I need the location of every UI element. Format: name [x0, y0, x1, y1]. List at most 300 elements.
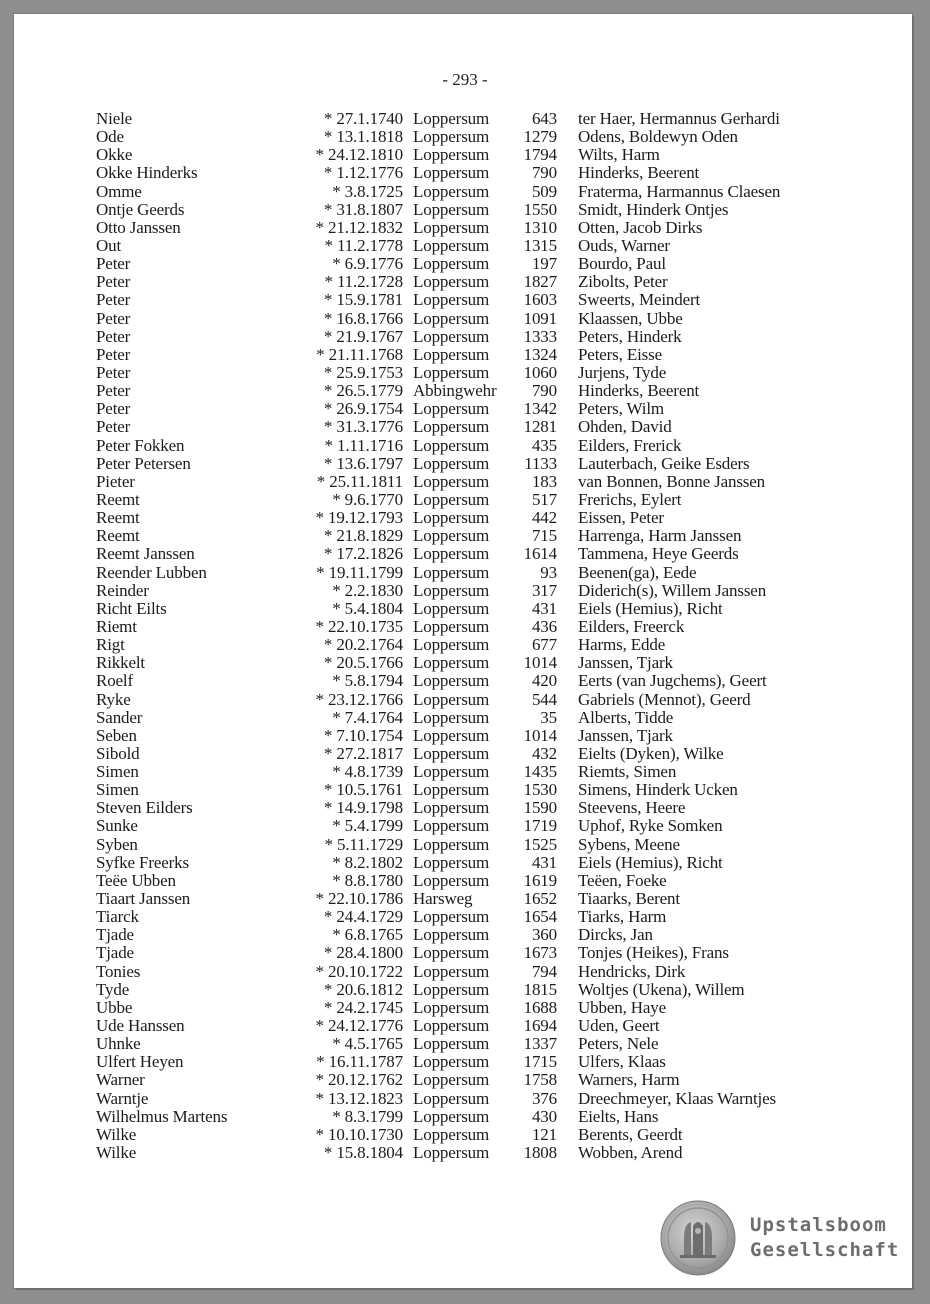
register-row	[0, 1035, 930, 1053]
birth-date: * 11.2.1728	[324, 272, 403, 292]
family-reference: Peters, Hinderk	[578, 326, 682, 346]
birth-date: * 13.6.1797	[323, 453, 403, 473]
birth-date: * 13.1.1818	[323, 127, 403, 147]
birth-place: Loppersum	[413, 362, 490, 382]
entry-number: 420	[531, 671, 557, 691]
family-reference: Hinderks, Beerent	[578, 163, 700, 183]
register-row	[0, 1017, 930, 1035]
person-name: Niele	[96, 109, 133, 128]
birth-place: Loppersum	[413, 544, 490, 564]
family-reference: Uphof, Ryke Somken	[578, 816, 723, 836]
entry-number: 1654	[523, 907, 557, 927]
register-row	[0, 400, 930, 418]
register-row	[0, 183, 930, 201]
birth-place: Loppersum	[413, 997, 490, 1017]
person-name: Peter	[96, 326, 131, 346]
birth-date: * 20.12.1762	[315, 1070, 403, 1090]
person-name: Tjade	[96, 943, 134, 963]
family-reference: Gabriels (Mennot), Geerd	[578, 689, 751, 709]
birth-place: Loppersum	[413, 435, 490, 455]
register-row	[0, 291, 930, 309]
person-name: Steven Eilders	[96, 798, 193, 818]
entry-number: 1324	[523, 344, 557, 364]
birth-place: Loppersum	[413, 471, 490, 491]
register-row	[0, 346, 930, 364]
birth-date: * 9.6.1770	[332, 489, 403, 509]
family-reference: ter Haer, Hermannus Gerhardi	[578, 109, 780, 128]
entry-number: 1133	[524, 453, 557, 473]
family-reference: Frerichs, Eylert	[578, 489, 682, 509]
birth-date: * 24.12.1810	[315, 145, 403, 165]
birth-place: Loppersum	[413, 671, 490, 691]
birth-date: * 24.4.1729	[323, 907, 403, 927]
birth-place: Loppersum	[413, 1034, 490, 1054]
birth-place: Loppersum	[413, 925, 490, 945]
birth-place: Loppersum	[413, 798, 490, 818]
birth-place: Loppersum	[413, 1052, 490, 1072]
register-row	[0, 836, 930, 854]
family-reference: Sybens, Meene	[578, 834, 680, 854]
person-name: Teёe Ubben	[96, 870, 176, 890]
register-row	[0, 1144, 930, 1162]
person-name: Peter	[96, 308, 131, 328]
birth-date: * 15.9.1781	[323, 290, 403, 310]
entry-number: 435	[531, 435, 557, 455]
entry-number: 1715	[523, 1052, 557, 1072]
register-row	[0, 745, 930, 763]
family-reference: Alberts, Tidde	[578, 707, 674, 727]
birth-place: Loppersum	[413, 326, 490, 346]
birth-place: Loppersum	[413, 689, 490, 709]
logo-line-1: Upstalsboom	[750, 1214, 887, 1236]
family-reference: Eerts (van Jugchems), Geert	[578, 671, 767, 691]
person-name: Reinder	[96, 580, 149, 600]
family-reference: Sweerts, Meindert	[578, 290, 701, 310]
birth-date: * 5.8.1794	[332, 671, 403, 691]
person-name: Okke Hinderks	[96, 163, 198, 183]
birth-place: Loppersum	[413, 834, 490, 854]
birth-date: * 5.4.1799	[332, 816, 403, 836]
register-row	[0, 817, 930, 835]
family-reference: Uden, Geert	[578, 1016, 660, 1036]
family-reference: Eielts, Hans	[578, 1106, 659, 1126]
birth-place: Loppersum	[413, 344, 490, 364]
entry-number: 1688	[523, 997, 557, 1017]
family-reference: Eielts (Dyken), Wilke	[578, 743, 724, 763]
birth-date: * 8.8.1780	[332, 870, 403, 890]
entry-number: 790	[531, 163, 557, 183]
register-row	[0, 1071, 930, 1089]
register-row	[0, 418, 930, 436]
entry-number: 1614	[523, 544, 557, 564]
person-name: Syfke Freerks	[96, 852, 189, 872]
family-reference: Riemts, Simen	[578, 762, 677, 782]
family-reference: Hinderks, Beerent	[578, 381, 700, 401]
register-row	[0, 364, 930, 382]
family-reference: Eiels (Hemius), Richt	[578, 852, 723, 872]
family-reference: Tiaarks, Berent	[578, 889, 680, 909]
birth-place: Loppersum	[413, 308, 490, 328]
birth-date: * 21.8.1829	[323, 526, 403, 546]
person-name: Riemt	[96, 616, 137, 636]
birth-date: * 5.4.1804	[332, 598, 403, 618]
birth-date: * 4.8.1739	[332, 762, 403, 782]
register-row	[0, 582, 930, 600]
entry-number: 1652	[523, 889, 557, 909]
entry-number: 1550	[523, 199, 557, 219]
birth-place: Loppersum	[413, 127, 490, 147]
person-name: Warner	[96, 1070, 145, 1090]
person-name: Simen	[96, 762, 139, 782]
birth-date: * 20.2.1764	[323, 635, 403, 655]
person-name: Rikkelt	[96, 653, 146, 673]
birth-date: * 24.2.1745	[323, 997, 403, 1017]
family-reference: Zibolts, Peter	[578, 272, 668, 292]
entry-number: 509	[531, 181, 557, 201]
birth-place: Loppersum	[413, 1070, 490, 1090]
birth-date: * 31.8.1807	[323, 199, 403, 219]
birth-place: Loppersum	[413, 290, 490, 310]
birth-place: Loppersum	[413, 1088, 490, 1108]
entry-number: 1794	[523, 145, 557, 165]
entry-number: 1014	[523, 725, 557, 745]
entry-number: 1342	[523, 399, 557, 419]
register-row	[0, 799, 930, 817]
entry-number: 677	[531, 635, 557, 655]
birth-date: * 21.9.1767	[323, 326, 403, 346]
entry-number: 1310	[523, 217, 557, 237]
family-reference: Lauterbach, Geike Esders	[578, 453, 750, 473]
register-row	[0, 110, 930, 128]
register-row	[0, 473, 930, 491]
birth-date: * 28.4.1800	[323, 943, 403, 963]
birth-place: Loppersum	[413, 562, 490, 582]
family-reference: Peters, Nele	[578, 1034, 659, 1054]
register-row	[0, 1126, 930, 1144]
person-name: Tjade	[96, 925, 134, 945]
register-row	[0, 854, 930, 872]
register-row	[0, 128, 930, 146]
person-name: Peter	[96, 362, 131, 382]
entry-number: 1060	[523, 362, 557, 382]
family-reference: Harms, Edde	[578, 635, 666, 655]
birth-date: * 26.9.1754	[323, 399, 403, 419]
birth-place: Loppersum	[413, 1016, 490, 1036]
upstalsboom-seal-icon	[660, 1200, 736, 1276]
birth-place: Loppersum	[413, 616, 490, 636]
register-row	[0, 201, 930, 219]
entry-number: 35	[540, 707, 557, 727]
birth-place: Loppersum	[413, 907, 490, 927]
family-reference: Harrenga, Harm Janssen	[578, 526, 742, 546]
person-name: Syben	[96, 834, 138, 854]
entry-number: 1279	[523, 127, 557, 147]
person-name: Warntje	[96, 1088, 149, 1108]
birth-place: Loppersum	[413, 1124, 490, 1144]
birth-date: * 7.4.1764	[332, 707, 403, 727]
register-row	[0, 727, 930, 745]
family-reference: Tammena, Heye Geerds	[578, 544, 739, 564]
person-name: Reemt	[96, 526, 140, 546]
birth-date: * 1.12.1776	[323, 163, 403, 183]
family-reference: Wobben, Arend	[578, 1143, 683, 1163]
register-row	[0, 654, 930, 672]
register-row	[0, 164, 930, 182]
register-row	[0, 963, 930, 981]
birth-place: Loppersum	[413, 780, 490, 800]
person-name: Simen	[96, 780, 139, 800]
register-row	[0, 273, 930, 291]
family-reference: Steevens, Heere	[578, 798, 686, 818]
family-reference: Woltjes (Ukena), Willem	[578, 979, 745, 999]
register-row	[0, 981, 930, 999]
family-reference: van Bonnen, Bonne Janssen	[578, 471, 766, 491]
register-row	[0, 382, 930, 400]
register-row	[0, 1090, 930, 1108]
person-name: Richt Eilts	[96, 598, 167, 618]
register-row	[0, 691, 930, 709]
person-name: Ryke	[96, 689, 131, 709]
birth-date: * 26.5.1779	[323, 381, 403, 401]
person-name: Ulfert Heyen	[96, 1052, 184, 1072]
birth-date: * 23.12.1766	[315, 689, 403, 709]
entry-number: 1758	[523, 1070, 557, 1090]
birth-date: * 14.9.1798	[323, 798, 403, 818]
family-reference: Ubben, Haye	[578, 997, 667, 1017]
birth-date: * 24.12.1776	[315, 1016, 403, 1036]
register-row	[0, 237, 930, 255]
birth-place: Loppersum	[413, 979, 490, 999]
register-row	[0, 618, 930, 636]
register-row	[0, 872, 930, 890]
entry-number: 1590	[523, 798, 557, 818]
birth-date: * 8.2.1802	[332, 852, 403, 872]
birth-date: * 20.5.1766	[323, 653, 403, 673]
family-reference: Fraterma, Harmannus Claesen	[578, 181, 781, 201]
person-name: Seben	[96, 725, 137, 745]
birth-date: * 27.1.1740	[323, 109, 403, 128]
family-reference: Berents, Geerdt	[578, 1124, 683, 1144]
entry-number: 436	[531, 616, 557, 636]
register-row	[0, 1108, 930, 1126]
person-name: Ubbe	[96, 997, 133, 1017]
register-row	[0, 328, 930, 346]
family-reference: Eilders, Freerck	[578, 616, 685, 636]
family-reference: Ulfers, Klaas	[578, 1052, 666, 1072]
family-reference: Smidt, Hinderk Ontjes	[578, 199, 729, 219]
entry-number: 197	[531, 254, 557, 274]
register-row	[0, 527, 930, 545]
entry-number: 376	[531, 1088, 557, 1108]
entry-number: 1815	[523, 979, 557, 999]
birth-place: Loppersum	[413, 943, 490, 963]
person-name: Ontje Geerds	[96, 199, 185, 219]
birth-date: * 27.2.1817	[323, 743, 403, 763]
entry-number: 1333	[523, 326, 557, 346]
birth-date: * 25.11.1811	[316, 471, 403, 491]
entry-number: 430	[531, 1106, 557, 1126]
birth-place: Loppersum	[413, 1143, 490, 1163]
birth-date: * 19.12.1793	[315, 508, 403, 528]
register-row	[0, 944, 930, 962]
birth-place: Loppersum	[413, 762, 490, 782]
register-row	[0, 1053, 930, 1071]
register-row	[0, 146, 930, 164]
person-name: Reender Lubben	[96, 562, 207, 582]
family-reference: Teëen, Foeke	[578, 870, 667, 890]
birth-place: Loppersum	[413, 109, 490, 128]
entry-number: 432	[531, 743, 557, 763]
birth-date: * 20.10.1722	[315, 961, 403, 981]
register-row	[0, 926, 930, 944]
birth-date: * 22.10.1786	[315, 889, 403, 909]
person-name: Pieter	[96, 471, 135, 491]
entry-number: 442	[531, 508, 557, 528]
birth-date: * 19.11.1799	[316, 562, 403, 582]
family-reference: Warners, Harm	[578, 1070, 680, 1090]
birth-place: Abbingwehr	[413, 381, 497, 401]
family-reference: Tiarks, Harm	[578, 907, 667, 927]
entry-number: 183	[531, 471, 557, 491]
birth-date: * 22.10.1735	[315, 616, 403, 636]
family-reference: Peters, Eisse	[578, 344, 662, 364]
birth-place: Loppersum	[413, 598, 490, 618]
family-reference: Janssen, Tjark	[578, 653, 673, 673]
birth-date: * 20.6.1812	[323, 979, 403, 999]
person-name: Okke	[96, 145, 133, 165]
family-reference: Janssen, Tjark	[578, 725, 673, 745]
entry-number: 1014	[523, 653, 557, 673]
register-row	[0, 672, 930, 690]
birth-place: Loppersum	[413, 254, 490, 274]
person-name: Reemt	[96, 508, 140, 528]
family-reference: Klaassen, Ubbe	[578, 308, 683, 328]
entry-number: 517	[531, 489, 557, 509]
birth-place: Loppersum	[413, 816, 490, 836]
person-name: Peter	[96, 344, 131, 364]
person-name: Ude Hanssen	[96, 1016, 185, 1036]
entry-number: 1673	[523, 943, 557, 963]
entry-number: 1315	[523, 235, 557, 255]
person-name: Sander	[96, 707, 143, 727]
birth-date: * 1.11.1716	[324, 435, 403, 455]
birth-date: * 5.11.1729	[324, 834, 403, 854]
person-name: Roelf	[96, 671, 134, 691]
family-reference: Ohden, David	[578, 417, 672, 437]
entry-number: 790	[531, 381, 557, 401]
family-reference: Hendricks, Dirk	[578, 961, 686, 981]
entry-number: 1719	[523, 816, 557, 836]
birth-date: * 25.9.1753	[323, 362, 403, 382]
family-reference: Beenen(ga), Eede	[578, 562, 697, 582]
birth-date: * 7.10.1754	[323, 725, 403, 745]
birth-place: Loppersum	[413, 163, 490, 183]
register-row	[0, 509, 930, 527]
person-name: Peter	[96, 290, 131, 310]
birth-place: Loppersum	[413, 453, 490, 473]
person-name: Peter	[96, 417, 131, 437]
family-reference: Peters, Wilm	[578, 399, 664, 419]
page-number: - 293 -	[442, 70, 488, 89]
entry-number: 1525	[523, 834, 557, 854]
birth-place: Loppersum	[413, 145, 490, 165]
entry-number: 794	[531, 961, 557, 981]
birth-date: * 3.8.1725	[332, 181, 403, 201]
family-reference: Dreechmeyer, Klaas Warntjes	[578, 1088, 776, 1108]
register-row	[0, 636, 930, 654]
register-row	[0, 455, 930, 473]
birth-date: * 21.12.1832	[315, 217, 403, 237]
birth-place: Loppersum	[413, 417, 490, 437]
family-reference: Bourdo, Paul	[578, 254, 666, 274]
person-name: Peter	[96, 254, 131, 274]
birth-date: * 6.9.1776	[332, 254, 403, 274]
entry-number: 1281	[523, 417, 557, 437]
family-reference: Jurjens, Tyde	[578, 362, 667, 382]
publisher-logo	[660, 1200, 899, 1276]
birth-date: * 2.2.1830	[332, 580, 403, 600]
birth-place: Loppersum	[413, 961, 490, 981]
person-name: Tiarck	[96, 907, 139, 927]
family-reference: Ouds, Warner	[578, 235, 670, 255]
family-reference: Odens, Boldewyn Oden	[578, 127, 738, 147]
birth-date: * 11.2.1778	[324, 235, 403, 255]
entry-number: 643	[531, 109, 557, 128]
family-reference: Eissen, Peter	[578, 508, 664, 528]
birth-date: * 13.12.1823	[315, 1088, 403, 1108]
birth-place: Loppersum	[413, 580, 490, 600]
birth-date: * 15.8.1804	[323, 1143, 403, 1163]
person-name: Wilhelmus Martens	[96, 1106, 228, 1126]
person-name: Tiaart Janssen	[96, 889, 191, 909]
register-row	[0, 437, 930, 455]
birth-place: Loppersum	[413, 653, 490, 673]
register-row	[0, 255, 930, 273]
person-name: Rigt	[96, 635, 125, 655]
register-list	[0, 110, 930, 1162]
birth-place: Loppersum	[413, 199, 490, 219]
birth-date: * 16.11.1787	[316, 1052, 403, 1072]
birth-place: Loppersum	[413, 526, 490, 546]
birth-place: Loppersum	[413, 852, 490, 872]
birth-date: * 16.8.1766	[323, 308, 403, 328]
birth-place: Harsweg	[413, 889, 473, 909]
person-name: Wilke	[96, 1143, 137, 1163]
person-name: Sibold	[96, 743, 140, 763]
person-name: Peter Petersen	[96, 453, 191, 473]
birth-place: Loppersum	[413, 635, 490, 655]
register-row	[0, 564, 930, 582]
logo-line-2: Gesellschaft	[750, 1239, 900, 1261]
register-row	[0, 763, 930, 781]
register-row	[0, 310, 930, 328]
birth-place: Loppersum	[413, 272, 490, 292]
entry-number: 1337	[523, 1034, 557, 1054]
family-reference: Dircks, Jan	[578, 925, 653, 945]
family-reference: Eilders, Frerick	[578, 435, 682, 455]
birth-date: * 31.3.1776	[323, 417, 403, 437]
person-name: Peter	[96, 381, 131, 401]
person-name: Peter	[96, 399, 131, 419]
entry-number: 1091	[523, 308, 557, 328]
birth-place: Loppersum	[413, 399, 490, 419]
register-row	[0, 545, 930, 563]
birth-place: Loppersum	[413, 1106, 490, 1126]
register-row	[0, 219, 930, 237]
register-row	[0, 781, 930, 799]
entry-number: 715	[531, 526, 557, 546]
person-name: Sunke	[96, 816, 138, 836]
